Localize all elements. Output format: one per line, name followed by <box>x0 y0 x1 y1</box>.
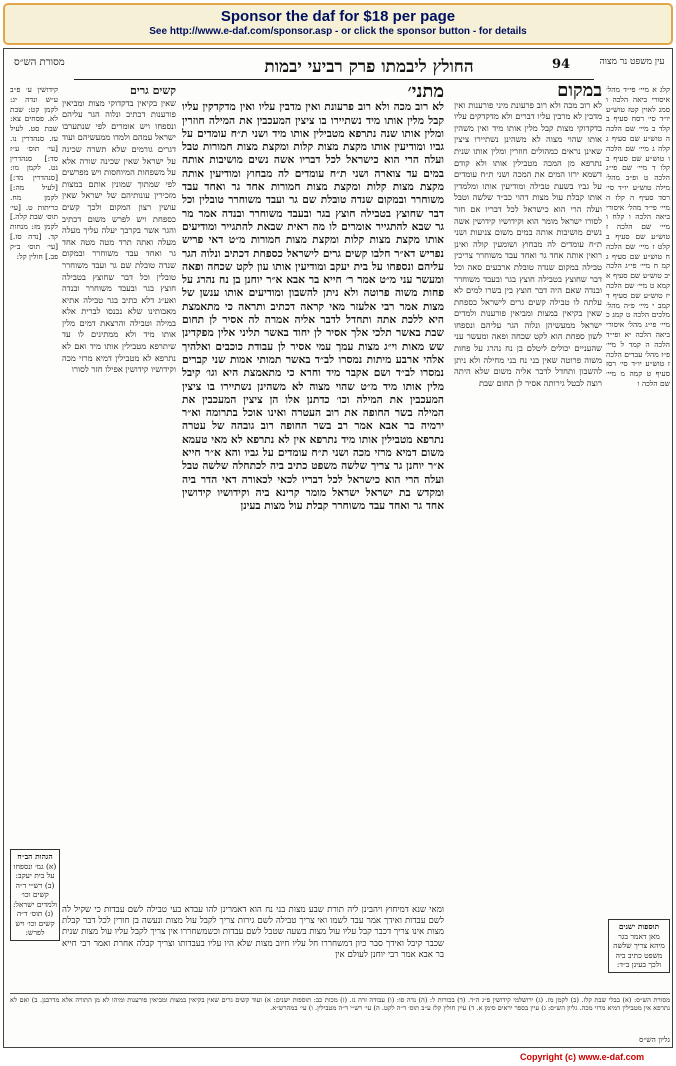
page-number: 94 <box>552 57 571 72</box>
masoret-hashas-text: קידושין ע׳ פ״ב ע״ש ונדה יג: לקמן קט: שבת לא. פסחים צא: שבת סט. לעיל עז. סנהדרין נו. [עי׳ תוס׳ ע״ז סד:] סנהדרין נט. לקמן מו: [סנהדרין מד:] [לעיל מה:] לקמן מח. כריתות ט. [עי׳ תוס׳ שבת קלה.] לקמן מז: מנחות קד. [נדה סז.] [עי׳ תוס׳ ב״ק פב.] חולין קל: <box>10 85 58 261</box>
footnotes <box>10 993 670 1036</box>
ein-mishpat-text: קלג א מיי׳ פי״ד מהל׳ איסורי ביאה הלכה ו סמג לאוין קטז טוש״ע יו״ד סי׳ רסח סעיף ב קלד ב מיי׳ שם הלכה ה טוש״ע שם סעיף ג קלה ג מיי׳ שם הלכה ו טוש״ע שם סעיף ב קלו ד מיי׳ שם פי״ג הלכה ט ופ״ב מהל׳ מילה טוש״ע יו״ד סי׳ רסד סעיף ה קלז ה מיי׳ פי״ד מהל׳ איסורי ביאה הלכה ו קלח ו מיי׳ שם הלכה ז טוש״ע שם סעיף ב קלט ז מיי׳ שם הלכה ח טוש״ע שם סעיף ג קמ ח מיי׳ פי״ג הלכה יב טוש״ע שם סעיף א קמא ט מיי׳ שם הלכה יז טוש״ע שם סעיף ד קמב י מיי׳ פ״ה מהל׳ מלכים הלכה ט קמג כ מיי׳ פי״ג מהל׳ איסורי ביאה הלכה יא ופי״ד הלכה ה קמד ל מיי׳ פ״ז מהל׳ עבדים הלכה ז טוש״ע יו״ד סי׳ רסז סעיף ט קמה מ מיי׳ שם הלכה ו <box>606 85 670 388</box>
sponsor-banner-subtitle[interactable]: See http://www.e-daf.com/sponsor.asp - or click the sponsor button - for details <box>149 26 527 37</box>
hagahot-title: הגהות הב״ח <box>17 852 53 861</box>
scanned-page <box>3 48 673 1048</box>
header-right-label: עין משפט נר מצוה <box>599 57 665 67</box>
masoret-hashas-margin <box>10 85 58 865</box>
hagahot-box <box>10 849 60 941</box>
rashi-heading: במקום <box>557 85 602 101</box>
tosafot-yeshanim-box <box>608 919 670 973</box>
rashi-text: לא רוב מכה ולא רוב פרעונת מיני פורענות ואין מדבין לא מרבין עליו דברים ולא מדקדקים עליו בדקדוקי מצות קבל מלין אותו מיד ואין משהין אותו שהוי מצוה לא משהינן נשתיירו ציצין שאינן נראים כמהולים חוזרין ומלין אותו שנית נתרפא מן המכה מטבילין אותו ולא קודם דשמא ירזו המים את המכה ושני ת״ח עומדים על גביו בשעת טבילה ומודיעין אותו ומלמדין אותו קבלת עול מצות דהוי כב״ד שלשה וטבל ועלה הרי הוא כישראל לכל דבריו אם חזר לסורו ישראל מומר הוא וקידושיו קידושין אשה נשים מושיבות אותה במים משום צניעות ושני ת״ח עומדים לה מבחוץ ושומעין קולה ואינן רואין אותה אחד גר ואחד עבד משוחרר צריכין טבילה במקום שנדה טובלת ארבעים סאה וכל דבר שחוצץ בטבילה חוצץ בגר ובעבד משוחרר ובנדה שאם היה דבר חוצץ בין בשרו למים לא עלתה לו טבילה קשים גרים לישראל כספחת שאין בקיאין במצות ומביאין פורענות ולמדים ישראל ממעשיהן ונלוה הגר עליהם ונספחו לשון ספחת הוא לקט שכחה ופאה ומעשר עני שהעניים יכולים ליטלם בן נח נהרג על פחות משוה פרוטה שאין בני נח בני מחילה ולא ניתן להשבון ותחדל לדבר אליה משום שלא היתה רוצה לבטל גירותה אסיר לן תחום שבת <box>454 99 602 388</box>
gilyon-hashas-label: גליון הש״ס <box>639 1035 670 1044</box>
sponsor-banner-title[interactable]: Sponsor the daf for $18 per page <box>220 8 456 25</box>
tosafot-heading: קשים גרים <box>129 85 176 97</box>
footnotes-text: מסורת הש״ס: (א) בבלי שבת קלז. (ב) לקמן מז. (ג) ירושלמי קידושין פ״ג ה״ד. (ד) בכורות ל: (ה) נדה סו: (ו) עבודה זרה נז. (ז) מכות כב: תוספות ישנים: א) ועוד קשים גרים שאין בקיאין במצות ומביאין פורענות ומיהו לא מן התורה אלא מדרבנן. ב) ואם לא נתרפא אין מטבילין דמיא מרזי מכה. גליון הש״ס: ג) עיין בספר יראים סימן א. ד) עיין חולין קלז ע״ב תוס׳ ד״ה לקט. ה) עי׳ רש״י ד״ה מטבילין. ו) עי׳ במהרש״א. <box>10 996 670 1012</box>
sponsor-banner[interactable] <box>3 3 673 45</box>
gemara-opening-word: מתני׳ <box>407 85 444 102</box>
header-left-label: מסורת הש״ס <box>14 57 65 68</box>
tosafot-column <box>62 85 176 825</box>
rashi-column <box>454 85 602 943</box>
gemara-continuation-text: ומאי שנא דמיחוץ ויהבינן ליה תורת שבע מצות בני נח הוא דאמרינן להו עבדא בעי טבילה לשם עבדות כי שקיל לה לשם עבדות ואידך אמר עבד לשמו ואי צריך טבילה לשם גירות צריך לקבל עול מצות ונעשה בן חורין לכל דבר קבלת מצות אינו צריך דכבר קבל עליו עול מצות בשעה שטבל לשם עבדות וכשמשחררו אין צריך לקבל עליו עול מצות שנית שכבר קיבל ואידך סבר כיון דמשחררו חל עליו חיוב מצות שלא היו עליו בעבדותו וצריך קבלה אחרת ואמר רבי חייא בר אבא אמר רבי יוחנן לעולם אין <box>62 905 444 960</box>
tosafot-yeshanim-title: תוספות ישנים <box>618 922 660 931</box>
page-title: החולץ ליבמתו פרק רביעי יבמות <box>264 57 474 77</box>
gemara-text: לא רוב מכה ולא רוב פרעונת ואין מדבין עליו ואין מדקדקין עליו קבל מלין אותו מיד נשתיירו בו ציצין המעכבין את המילה חוזרין ומלין אותו שנה נתרפא מטבילין אותו מיד ושני ת״ח עומדים על גביו ומודיעין אותו מקצת מצות קלות ומקצת מצות חמורות טבל ועלה הרי הוא כישראל לכל דבריו אשה נשים מושיבות אותה במים עד צוארה ושני ת״ח עומדים לה מבחוץ ומודיעין אותה מקצת מצות קלות ומקצת מצות חמורות אחד גר ואחד עבד משוחרר ובמקום שנדה טובלת שם גר ועבד משוחרר טובלין וכל דבר שחוצץ בטבילה חוצץ בגר ובעבד משוחרר ובנדה אמר מר גר שבא להתגייר אומרים לו מה ראית שבאת להתגייר ומודיעים אותו מקצת מצות קלות ומקצת מצות חמורות מ״ט דאי פריש נפריש דא״ר חלבו קשים גרים לישראל כספחת דכתיב ונלוה הגר עליהם ונספחו על בית יעקב ומודיעין אותו עון לקט שכחה ופאה ומעשר עני מ״ט אמר ר׳ חייא בר אבא א״ר יוחנן בן נח נהרג על פחות משוה פרוטה ולא ניתן להשבון ומודיעים אותו ענשן של מצות אמר רבי אלעזר מאי קראה דכתיב ותראה כי מתאמצת היא ללכת אתה ותחדל לדבר אליה אמרה לה אסיר לן תחום שבת באשר תלכי אלך אסיר לן יחוד באשר תליני אלין מפקדינן שש מאות וי״ג מצות עמך עמי אסיר לן עבודת כוכבים ואלהיך אלהי ארבע מיתות נמסרו לב״ד באשר תמותי אמות שני קברים נמסרו לב״ד ושם אקבר מיד וחרא כי מתאמצת היא וגו׳ קיבל מלין אותו מיד מ״ט שהוי מצוה לא משהינן נשתיירו בו ציצין המעכבין את המילה וכו׳ כדתנן אלו הן ציצין המעכבין את המילה בשר החופה את רוב העטרה ואינו אוכל בתרומה וא״ר ירמיה בר אבא אמר רב בשר החופה רוב גובהה של עטרה נתרפא מטבילין אותו מיד נתרפא אין לא נתרפא לא מאי טעמא משום דמיא מרזי מכה ושני ת״ח עומדים על גביו והא א״ר חייא א״ר יוחנן גר צריך שלשה משפט כתיב ביה לכתחלה שלשה טבל ועלה הרי הוא כישראל לכל דבריו לכאי לכאורה דאי הדר ביה ומקדש בת ישראל ישראל מומר קרינא ביה וקידושיו קידושין אחד גר ואחד עבד משוחרר קבלת עול מצות בעינן <box>182 101 444 513</box>
tosafot-text: שאין בקיאין בדקדוקי מצות ומביאין פורענות דכתיב ונלוה הגר עליהם ונספחו ויש אומרים לפי שנתערבו ישראל עמהם ולמדו ממעשיהם ועוד דגרים גורמים שלא תשרה שכינה על ישראל שאין שכינה שורה אלא על משפחות המיוחסות ויש מפרשים לפי שמתוך שמונין אותם במצות מזכירין עונותיהם של ישראל שאין עושין רצון המקום ולכך קשים כספחת ויש לפרש משום דכתיב והגר אשר בקרבך יעלה עליך מעלה מעלה ואתה תרד מטה מטה אחד גר ואחד עבד משוחרר ובמקום שנדה טובלת שם גר ועבד משוחרר טובלין וכל דבר שחוצץ בטבילה חוצץ בגר ובעבד משוחרר ובנדה ואע״ג דלא כתיב בגר טבילה אתיא מאבותינו שלא נכנסו לברית אלא במילה וטבילה והרצאת דמים מלין אותו מיד ולא ממתינים לו עד שיתרפא מטבילין אותו מיד ואם לא נתרפא לא מטבילין דמיא מרזי מכה וקידושיו קידושין אפילו חזר לסורו <box>62 97 176 375</box>
tosafot-yeshanim-text: מאן דאמר בגר מיהא צריך שלשה משפט כתיב ביה ולכך בעינן ב״ד: <box>613 931 665 969</box>
gemara-continuation <box>62 905 444 985</box>
copyright-notice[interactable]: Copyright (c) www.e-daf.com <box>520 1052 645 1062</box>
hagahot-text: (א) גמ׳ ונספחו על בית יעקב: (ב) רש״י ד״ה קשים וכו׳ ולמדים ישראל: (ג) תוס׳ ד״ה קשים וכו׳ ויש לפרש: <box>12 861 57 937</box>
ein-mishpat-margin <box>606 85 670 935</box>
gemara-column <box>182 85 444 895</box>
header-rule <box>74 79 594 80</box>
